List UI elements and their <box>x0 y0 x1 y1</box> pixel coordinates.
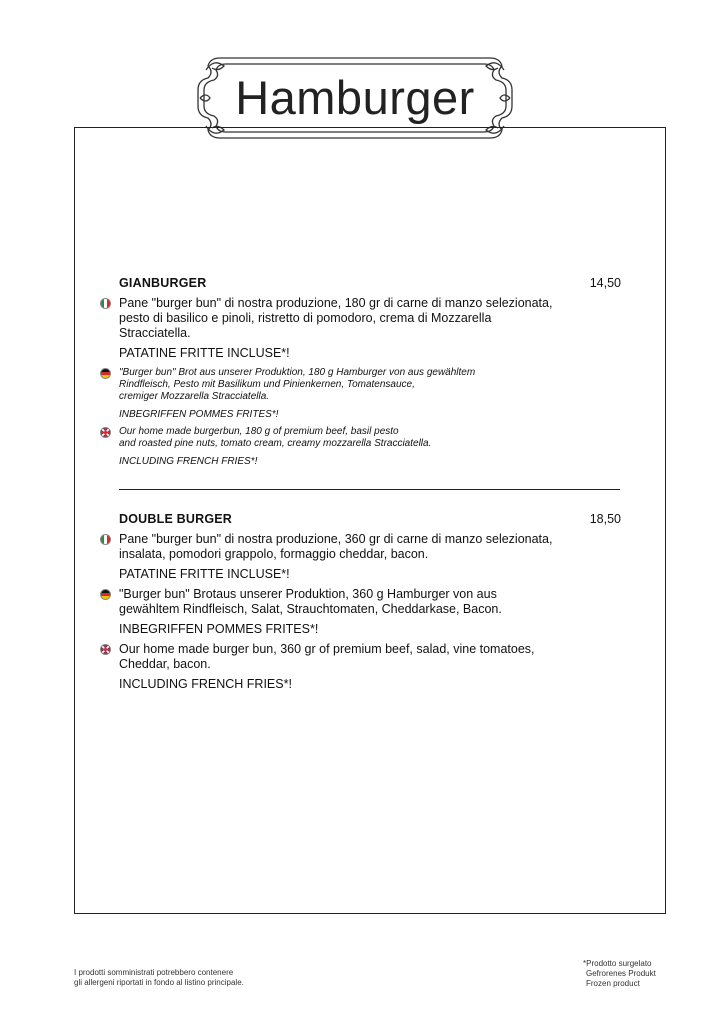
germany-flag-icon <box>100 589 111 600</box>
description-line: Our home made burger bun, 360 gr of premium beef, salad, vine tomatoes, <box>119 642 535 656</box>
frozen-line: Gefrorenes Produkt <box>586 969 656 978</box>
description-line: pesto di basilico e pinoli, ristretto di pomodoro, crema di Mozzarella <box>119 311 492 325</box>
item-price: 14,50 <box>589 276 621 290</box>
item-price: 18,50 <box>589 512 621 526</box>
german-description <box>119 587 621 637</box>
allergen-line: gli allergeni riportati in fondo al listino principale. <box>74 978 244 987</box>
description-line: Cheddar, bacon. <box>119 657 211 671</box>
description-line: Pane "burger bun" di nostra produzione, 360 gr di carne di manzo selezionata, <box>119 532 553 546</box>
description-line: "Burger bun" Brotaus unserer Produktion, 360 g Hamburger von aus <box>119 587 497 601</box>
description-line: "Burger bun" Brot aus unserer Produktion, 180 g Hamburger von aus gewähltem <box>119 367 476 378</box>
item-name: DOUBLE BURGER <box>119 512 233 526</box>
included-note: INBEGRIFFEN POMMES FRITES*! <box>119 409 279 420</box>
germany-flag-icon <box>100 368 111 379</box>
allergen-notice <box>74 968 244 988</box>
description-line: Stracciatella. <box>119 326 191 340</box>
description-line: insalata, pomodori grappolo, formaggio cheddar, bacon. <box>119 547 429 561</box>
italian-description <box>119 296 621 361</box>
uk-flag-icon <box>100 644 111 655</box>
italian-description <box>119 532 621 582</box>
german-description <box>119 367 621 421</box>
description-line: Rindfleisch, Pesto mit Basilikum und Pinienkernen, Tomatensauce, <box>119 379 415 390</box>
english-description <box>119 426 621 468</box>
description-line: gewähltem Rindfleisch, Salat, Strauchtomaten, Cheddarkase, Bacon. <box>119 602 502 616</box>
included-note: PATATINE FRITTE INCLUSE*! <box>119 567 290 581</box>
included-note: INCLUDING FRENCH FRIES*! <box>119 677 292 691</box>
frozen-line: Frozen product <box>586 979 640 988</box>
italy-flag-icon <box>100 298 111 309</box>
description-line: Pane "burger bun" di nostra produzione, 180 gr di carne di manzo selezionata, <box>119 296 553 310</box>
item-divider <box>119 489 620 490</box>
menu-item-double-burger <box>119 512 621 692</box>
description-line: and roasted pine nuts, tomato cream, creamy mozzarella Stracciatella. <box>119 438 432 449</box>
frozen-product-notice <box>583 959 656 989</box>
page-title: Hamburger <box>235 71 475 124</box>
item-header <box>119 276 621 290</box>
menu-item-gianburger <box>119 276 621 468</box>
english-description <box>119 642 621 692</box>
included-note: PATATINE FRITTE INCLUSE*! <box>119 346 290 360</box>
description-line: Our home made burgerbun, 180 g of premium beef, basil pesto <box>119 426 399 437</box>
included-note: INBEGRIFFEN POMMES FRITES*! <box>119 622 319 636</box>
frozen-line: *Prodotto surgelato <box>583 959 652 968</box>
item-name: GIANBURGER <box>119 276 207 290</box>
allergen-line: I prodotti somministrati potrebbero contenere <box>74 968 234 977</box>
uk-flag-icon <box>100 427 111 438</box>
item-header <box>119 512 621 526</box>
italy-flag-icon <box>100 534 111 545</box>
included-note: INCLUDING FRENCH FRIES*! <box>119 456 258 467</box>
description-line: cremiger Mozzarella Stracciatella. <box>119 391 270 402</box>
